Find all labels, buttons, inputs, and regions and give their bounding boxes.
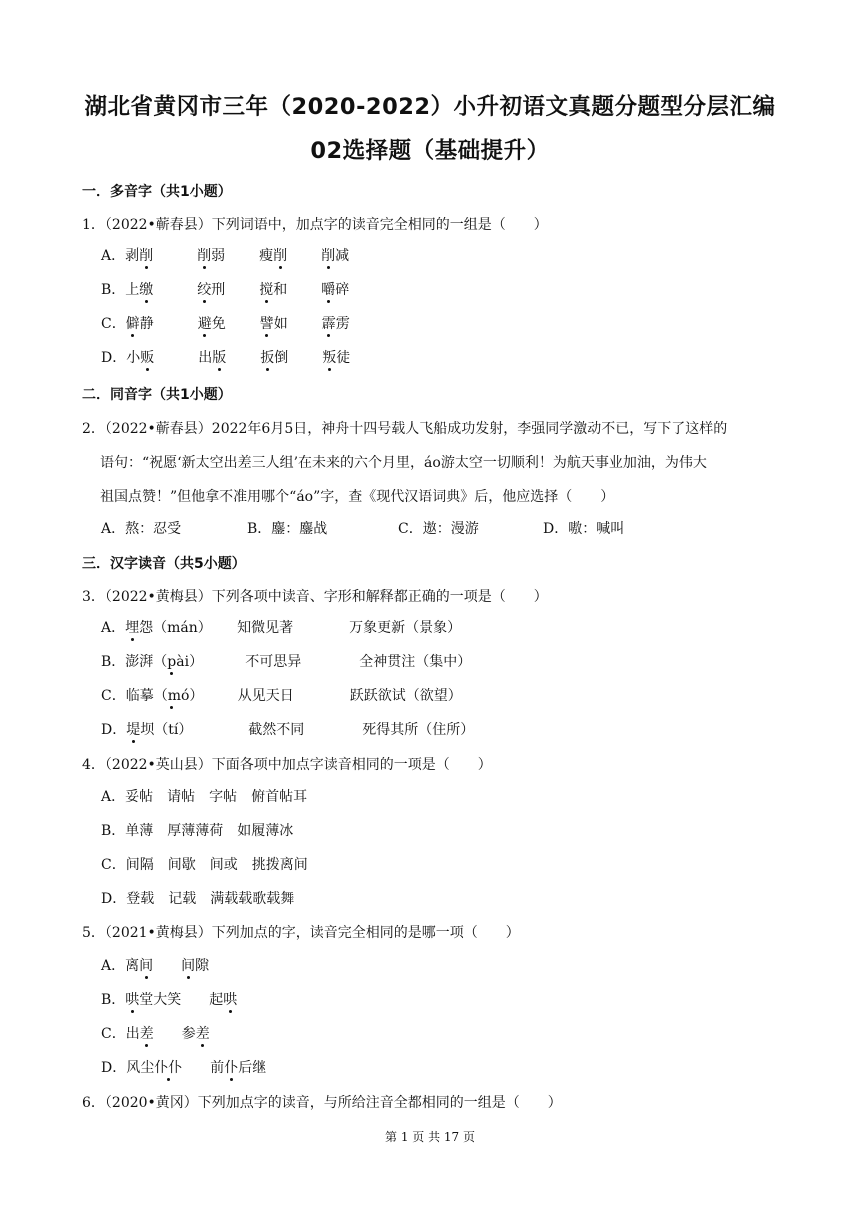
page-footer: 第 1 页 共 17 页	[385, 1130, 475, 1144]
section-heading-2: 二．同音字（共1小题）	[82, 387, 232, 403]
question-5-option-b: B．哄堂大笑 起哄	[101, 989, 237, 1009]
question-5-stem: 5．（2021•黄梅县）下列加点的字，读音完全相同的是哪一项（ ）	[82, 925, 520, 941]
question-2-stem	[82, 412, 782, 514]
question-2-option-c: C．遨：漫游	[398, 521, 479, 537]
question-5-option-d: D．风尘仆仆 前仆后继	[101, 1057, 266, 1077]
question-4-option-d: D．登载 记载 满载载歌载舞	[101, 891, 295, 907]
question-2-stem-line-2: 语句：“祝愿‘新太空出差三人组’在未来的六个月里，áo游太空一切顺利！为航天事业加油，为伟大	[100, 455, 707, 471]
section-heading-1: 一．多音字（共1小题）	[82, 184, 232, 200]
question-4-stem: 4．（2022•英山县）下面各项中加点字读音相同的一项是（ ）	[82, 757, 492, 773]
question-6-stem: 6．（2020•黄冈）下列加点字的读音，与所给注音全都相同的一组是（ ）	[82, 1095, 562, 1111]
question-2-stem-line-1: 2．（2022•蕲春县）2022年6月5日，神舟十四号载人飞船成功发射，李强同学激动不已，写下了这样的	[82, 421, 728, 437]
question-2-option-b: B．鏖：鏖战	[247, 521, 328, 537]
question-3-option-d: D．堤坝（tí） 截然不同 死得其所（住所）	[101, 719, 474, 739]
section-heading-3: 三．汉字读音（共5小题）	[82, 556, 246, 572]
question-3-option-a: A．埋怨（mán） 知微见著 万象更新（景象）	[101, 617, 461, 637]
question-2-option-d: D．嗷：喊叫	[543, 521, 625, 537]
document-subtitle: 02选择题（基础提升）	[310, 138, 550, 164]
question-3-stem: 3．（2022•黄梅县）下列各项中读音、字形和解释都正确的一项是（ ）	[82, 589, 548, 605]
document-title: 湖北省黄冈市三年（2020-2022）小升初语文真题分题型分层汇编	[84, 94, 776, 120]
question-2-option-a: A．熬：忍受	[101, 521, 182, 537]
question-1-option-c: C．僻静 避免 譬如 霹雳	[101, 313, 350, 333]
question-3-option-c: C．临摹（mó） 从见天日 跃跃欲试（欲望）	[101, 685, 462, 705]
question-5-option-c: C．出差 参差	[101, 1023, 210, 1043]
question-4-option-c: C．间隔 间歇 间或 挑拨离间	[101, 857, 308, 873]
question-1-option-b: B．上缴 绞刑 搅和 嚼碎	[101, 279, 349, 299]
question-3-option-b: B．澎湃（pài） 不可思异 全神贯注（集中）	[101, 651, 471, 671]
question-1-option-a: A．剥削 削弱 瘦削 削减	[101, 245, 349, 265]
question-4-option-b: B．单薄 厚薄薄荷 如履薄冰	[101, 823, 294, 839]
question-5-option-a: A．离间 间隙	[101, 955, 209, 975]
question-2-stem-line-3: 祖国点赞！”但他拿不准用哪个“áo”字，查《现代汉语词典》后，他应选择（ ）	[100, 489, 615, 505]
question-1-stem: 1．（2022•蕲春县）下列词语中，加点字的读音完全相同的一组是（ ）	[82, 217, 548, 233]
question-1-option-d: D．小贩 出版 扳倒 叛徒	[101, 347, 350, 367]
question-4-option-a: A．妥帖 请帖 字帖 俯首帖耳	[101, 789, 308, 805]
